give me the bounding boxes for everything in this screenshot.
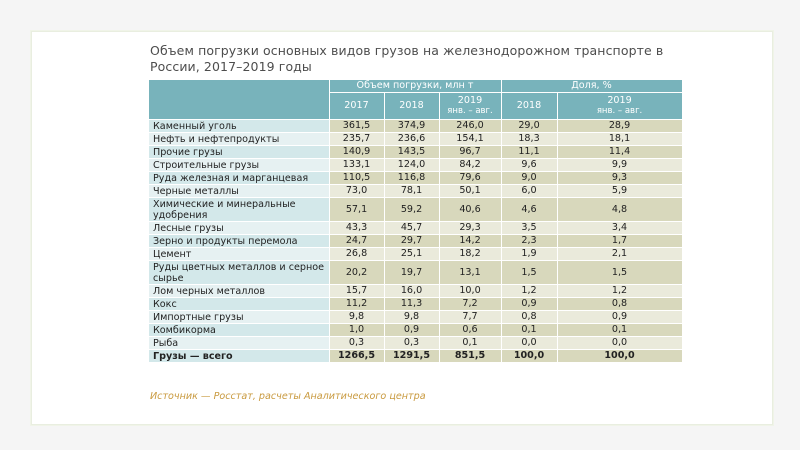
row-name: Кокс bbox=[149, 298, 329, 311]
header-volume-2017: 2017 bbox=[329, 93, 384, 120]
cell-share-2018: 9,6 bbox=[501, 159, 557, 172]
cell-2018: 9,8 bbox=[384, 311, 439, 324]
cell-2019: 84,2 bbox=[439, 159, 501, 172]
cell-2017: 24,7 bbox=[329, 235, 384, 248]
cell-2017: 9,8 bbox=[329, 311, 384, 324]
cell-2019: 0,6 bbox=[439, 324, 501, 337]
cell-2018: 143,5 bbox=[384, 146, 439, 159]
cell-2019: 14,2 bbox=[439, 235, 501, 248]
table-row bbox=[149, 120, 682, 133]
cell-share-2019: 5,9 bbox=[557, 185, 682, 198]
table-row bbox=[149, 311, 682, 324]
cell-2018: 374,9 bbox=[384, 120, 439, 133]
cell-2018: 78,1 bbox=[384, 185, 439, 198]
table-row bbox=[149, 337, 682, 350]
cell-share-2019: 2,1 bbox=[557, 248, 682, 261]
row-name: Рыба bbox=[149, 337, 329, 350]
cell-2017: 133,1 bbox=[329, 159, 384, 172]
cell-share-2018: 29,0 bbox=[501, 120, 557, 133]
slide bbox=[31, 31, 773, 425]
cell-2017: 1,0 bbox=[329, 324, 384, 337]
cell-share-2018: 0,9 bbox=[501, 298, 557, 311]
table-row bbox=[149, 324, 682, 337]
cell-share-2018: 2,3 bbox=[501, 235, 557, 248]
cell-2018: 116,8 bbox=[384, 172, 439, 185]
cell-2017: 15,7 bbox=[329, 285, 384, 298]
cell-share-2018: 9,0 bbox=[501, 172, 557, 185]
cell-2019: 96,7 bbox=[439, 146, 501, 159]
cell-2019: 7,2 bbox=[439, 298, 501, 311]
row-name: Черные металлы bbox=[149, 185, 329, 198]
cell-2018: 59,2 bbox=[384, 198, 439, 222]
cell-2017: 26,8 bbox=[329, 248, 384, 261]
cell-2018: 236,6 bbox=[384, 133, 439, 146]
page-title: Объем погрузки основных видов грузов на железнодорожном транспорте в России, 2017–2019 годы bbox=[150, 43, 664, 74]
cell-2017: 1266,5 bbox=[329, 350, 384, 363]
cell-share-2018: 0,8 bbox=[501, 311, 557, 324]
cell-share-2018: 6,0 bbox=[501, 185, 557, 198]
table-row bbox=[149, 222, 682, 235]
header-share-2019 bbox=[557, 93, 682, 120]
row-name: Нефть и нефтепродукты bbox=[149, 133, 329, 146]
cell-share-2018: 18,3 bbox=[501, 133, 557, 146]
header-share-group: Доля, % bbox=[501, 80, 682, 93]
cell-share-2019: 100,0 bbox=[557, 350, 682, 363]
table-row bbox=[149, 285, 682, 298]
header-volume-2019 bbox=[439, 93, 501, 120]
cell-2017: 43,3 bbox=[329, 222, 384, 235]
cell-2018: 0,3 bbox=[384, 337, 439, 350]
row-name: Руды цветных металлов и серное сырье bbox=[149, 261, 329, 285]
cell-2019: 18,2 bbox=[439, 248, 501, 261]
cell-2017: 20,2 bbox=[329, 261, 384, 285]
cell-2019: 7,7 bbox=[439, 311, 501, 324]
cell-2017: 73,0 bbox=[329, 185, 384, 198]
cell-share-2018: 4,6 bbox=[501, 198, 557, 222]
cell-2017: 140,9 bbox=[329, 146, 384, 159]
row-name: Комбикорма bbox=[149, 324, 329, 337]
cell-share-2019: 9,9 bbox=[557, 159, 682, 172]
cell-share-2019: 0,9 bbox=[557, 311, 682, 324]
table-row bbox=[149, 248, 682, 261]
cell-2019: 40,6 bbox=[439, 198, 501, 222]
table-row bbox=[149, 146, 682, 159]
cell-share-2018: 1,5 bbox=[501, 261, 557, 285]
table-row bbox=[149, 159, 682, 172]
cell-share-2019: 4,8 bbox=[557, 198, 682, 222]
cell-2018: 1291,5 bbox=[384, 350, 439, 363]
cell-share-2018: 0,1 bbox=[501, 324, 557, 337]
cell-2018: 0,9 bbox=[384, 324, 439, 337]
cell-2018: 124,0 bbox=[384, 159, 439, 172]
cell-share-2018: 11,1 bbox=[501, 146, 557, 159]
cell-share-2019: 11,4 bbox=[557, 146, 682, 159]
row-name: Импортные грузы bbox=[149, 311, 329, 324]
cell-2017: 235,7 bbox=[329, 133, 384, 146]
cell-2017: 57,1 bbox=[329, 198, 384, 222]
row-name: Лесные грузы bbox=[149, 222, 329, 235]
row-name: Строительные грузы bbox=[149, 159, 329, 172]
cell-2018: 19,7 bbox=[384, 261, 439, 285]
cell-share-2019: 1,5 bbox=[557, 261, 682, 285]
header-volume-group: Объем погрузки, млн т bbox=[329, 80, 501, 93]
cell-2019: 13,1 bbox=[439, 261, 501, 285]
cell-share-2019: 28,9 bbox=[557, 120, 682, 133]
table-row-total bbox=[149, 350, 682, 363]
table-row bbox=[149, 298, 682, 311]
cell-share-2019: 9,3 bbox=[557, 172, 682, 185]
source-note: Источник — Росстат, расчеты Аналитического центра bbox=[150, 391, 426, 402]
header-share-2019-year: 2019 bbox=[607, 95, 632, 106]
cell-2019: 0,1 bbox=[439, 337, 501, 350]
table-row bbox=[149, 133, 682, 146]
cell-2019: 10,0 bbox=[439, 285, 501, 298]
cell-2018: 11,3 bbox=[384, 298, 439, 311]
cell-2019: 246,0 bbox=[439, 120, 501, 133]
cell-share-2018: 1,9 bbox=[501, 248, 557, 261]
row-name: Цемент bbox=[149, 248, 329, 261]
cell-2019: 50,1 bbox=[439, 185, 501, 198]
cell-share-2019: 18,1 bbox=[557, 133, 682, 146]
header-volume-2018: 2018 bbox=[384, 93, 439, 120]
header-share-2019-period: янв. – авг. bbox=[596, 106, 643, 116]
cell-share-2019: 0,0 bbox=[557, 337, 682, 350]
data-table bbox=[149, 80, 683, 363]
row-name: Лом черных металлов bbox=[149, 285, 329, 298]
cell-share-2018: 1,2 bbox=[501, 285, 557, 298]
row-name: Руда железная и марганцевая bbox=[149, 172, 329, 185]
row-name: Грузы — всего bbox=[149, 350, 329, 363]
cell-share-2019: 3,4 bbox=[557, 222, 682, 235]
cell-share-2019: 0,1 bbox=[557, 324, 682, 337]
table-row bbox=[149, 172, 682, 185]
cell-share-2018: 3,5 bbox=[501, 222, 557, 235]
table-row bbox=[149, 185, 682, 198]
cell-2017: 110,5 bbox=[329, 172, 384, 185]
row-name: Зерно и продукты перемола bbox=[149, 235, 329, 248]
cell-share-2019: 1,2 bbox=[557, 285, 682, 298]
cell-2017: 361,5 bbox=[329, 120, 384, 133]
cell-2019: 851,5 bbox=[439, 350, 501, 363]
cell-share-2018: 0,0 bbox=[501, 337, 557, 350]
row-name: Химические и минеральные удобрения bbox=[149, 198, 329, 222]
cell-2018: 29,7 bbox=[384, 235, 439, 248]
table-row bbox=[149, 261, 682, 285]
header-share-2018: 2018 bbox=[501, 93, 557, 120]
cell-share-2019: 0,8 bbox=[557, 298, 682, 311]
cell-2018: 45,7 bbox=[384, 222, 439, 235]
cell-2018: 25,1 bbox=[384, 248, 439, 261]
cell-share-2018: 100,0 bbox=[501, 350, 557, 363]
header-volume-2019-period: янв. – авг. bbox=[447, 106, 493, 116]
table-row bbox=[149, 235, 682, 248]
header-corner bbox=[149, 80, 329, 120]
cell-2017: 11,2 bbox=[329, 298, 384, 311]
cell-share-2019: 1,7 bbox=[557, 235, 682, 248]
row-name: Каменный уголь bbox=[149, 120, 329, 133]
cell-2019: 79,6 bbox=[439, 172, 501, 185]
row-name: Прочие грузы bbox=[149, 146, 329, 159]
cell-2018: 16,0 bbox=[384, 285, 439, 298]
cell-2019: 29,3 bbox=[439, 222, 501, 235]
table-row bbox=[149, 198, 682, 222]
cell-2019: 154,1 bbox=[439, 133, 501, 146]
cell-2017: 0,3 bbox=[329, 337, 384, 350]
header-volume-2019-year: 2019 bbox=[457, 95, 483, 106]
